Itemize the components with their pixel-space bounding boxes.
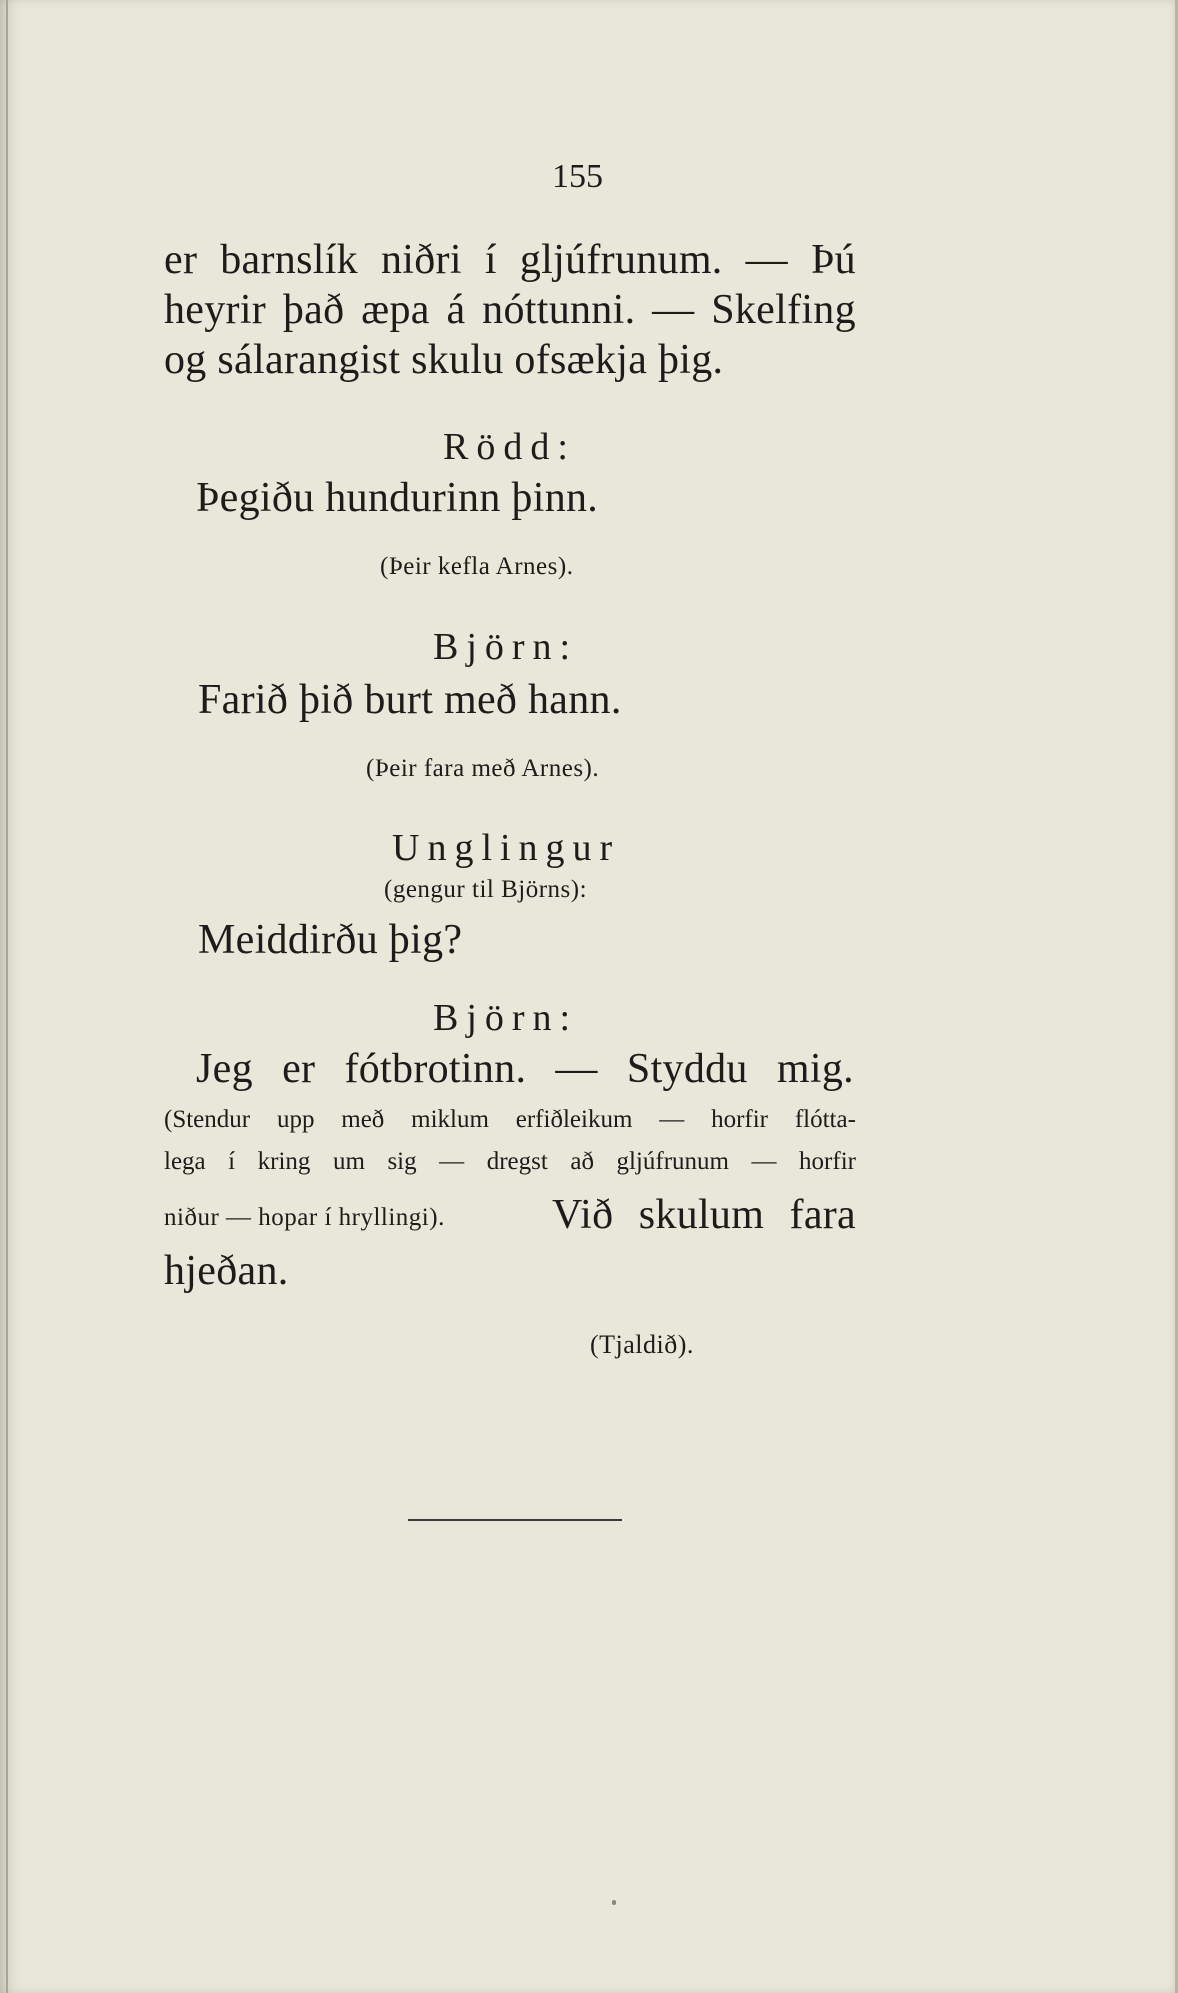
- word: í: [228, 1148, 236, 1175]
- text-line-2: [164, 286, 856, 334]
- word: mig.: [776, 1046, 854, 1092]
- word: —: [652, 287, 695, 333]
- word: heyrir: [164, 287, 267, 333]
- word: —: [751, 1148, 777, 1175]
- curtain-direction: (Tjaldið).: [590, 1330, 694, 1359]
- word: kring: [257, 1148, 311, 1175]
- end-rule: [408, 1519, 622, 1521]
- word: miklum: [411, 1106, 489, 1133]
- speaker-bjorn-2: Björn:: [433, 997, 579, 1039]
- word: í: [484, 237, 497, 283]
- word: flótta-: [794, 1106, 856, 1133]
- word: Styddu: [626, 1046, 748, 1092]
- bjorn-line-1: Farið þið burt með hann.: [198, 677, 622, 723]
- speaker-bjorn: Björn:: [433, 626, 579, 668]
- word: fótbrotinn.: [344, 1046, 527, 1092]
- speaker-rodd: Rödd:: [443, 426, 576, 468]
- word: gljúfrunum.: [519, 237, 723, 283]
- speaker-unglingur: Unglingur: [392, 827, 621, 869]
- word: upp: [276, 1106, 315, 1133]
- word: barnslík: [220, 237, 358, 283]
- stage-direction-fara: (Þeir fara með Arnes).: [366, 755, 600, 782]
- text-line-1: [164, 236, 856, 284]
- word: er: [164, 237, 198, 283]
- word: það: [282, 287, 345, 333]
- word: fara: [789, 1192, 856, 1238]
- word: Við: [552, 1192, 614, 1238]
- stage-direction-nidur: niður — hopar í hryllingi).: [164, 1204, 445, 1231]
- word: nóttunni.: [482, 287, 636, 333]
- word: með: [341, 1106, 385, 1133]
- text-line-3: og sálarangist skulu ofsækja þig.: [164, 337, 724, 383]
- stage-direction-gengur: (gengur til Björns):: [384, 876, 588, 903]
- bjorn-line-2: [196, 1045, 854, 1093]
- word: niðri: [380, 237, 462, 283]
- word: gljúfrunum: [616, 1148, 729, 1175]
- word: að: [570, 1148, 594, 1175]
- word: er: [282, 1046, 316, 1092]
- stage-direction-stendur-1: [164, 1106, 856, 1134]
- word: dregst: [486, 1148, 548, 1175]
- word: æpa: [361, 287, 430, 333]
- word: erfiðleikum: [515, 1106, 633, 1133]
- word: Jeg: [196, 1046, 253, 1092]
- word: —: [439, 1148, 465, 1175]
- word: lega: [164, 1148, 206, 1175]
- word: (Stendur: [164, 1106, 251, 1133]
- word: á: [446, 287, 466, 333]
- spine-shadow: [6, 0, 8, 1993]
- rodd-line: Þegiðu hundurinn þinn.: [196, 475, 599, 521]
- word: horfir: [711, 1106, 768, 1133]
- stage-direction-kefla: (Þeir kefla Arnes).: [380, 553, 574, 580]
- bjorn-line-4: hjeðan.: [164, 1248, 289, 1294]
- paper-speck: [612, 1900, 616, 1905]
- word: —: [555, 1046, 598, 1092]
- word: skulum: [638, 1192, 765, 1238]
- word: horfir: [799, 1148, 856, 1175]
- word: —: [745, 237, 788, 283]
- word: —: [659, 1106, 685, 1133]
- word: sig: [387, 1148, 417, 1175]
- stage-direction-stendur-2: [164, 1148, 856, 1176]
- bjorn-line-3: [552, 1191, 856, 1239]
- word: Þú: [810, 237, 856, 283]
- page-number: 155: [552, 158, 603, 195]
- unglingur-line: Meiddirðu þig?: [198, 917, 463, 963]
- word: um: [332, 1148, 365, 1175]
- word: Skelfing: [711, 287, 856, 333]
